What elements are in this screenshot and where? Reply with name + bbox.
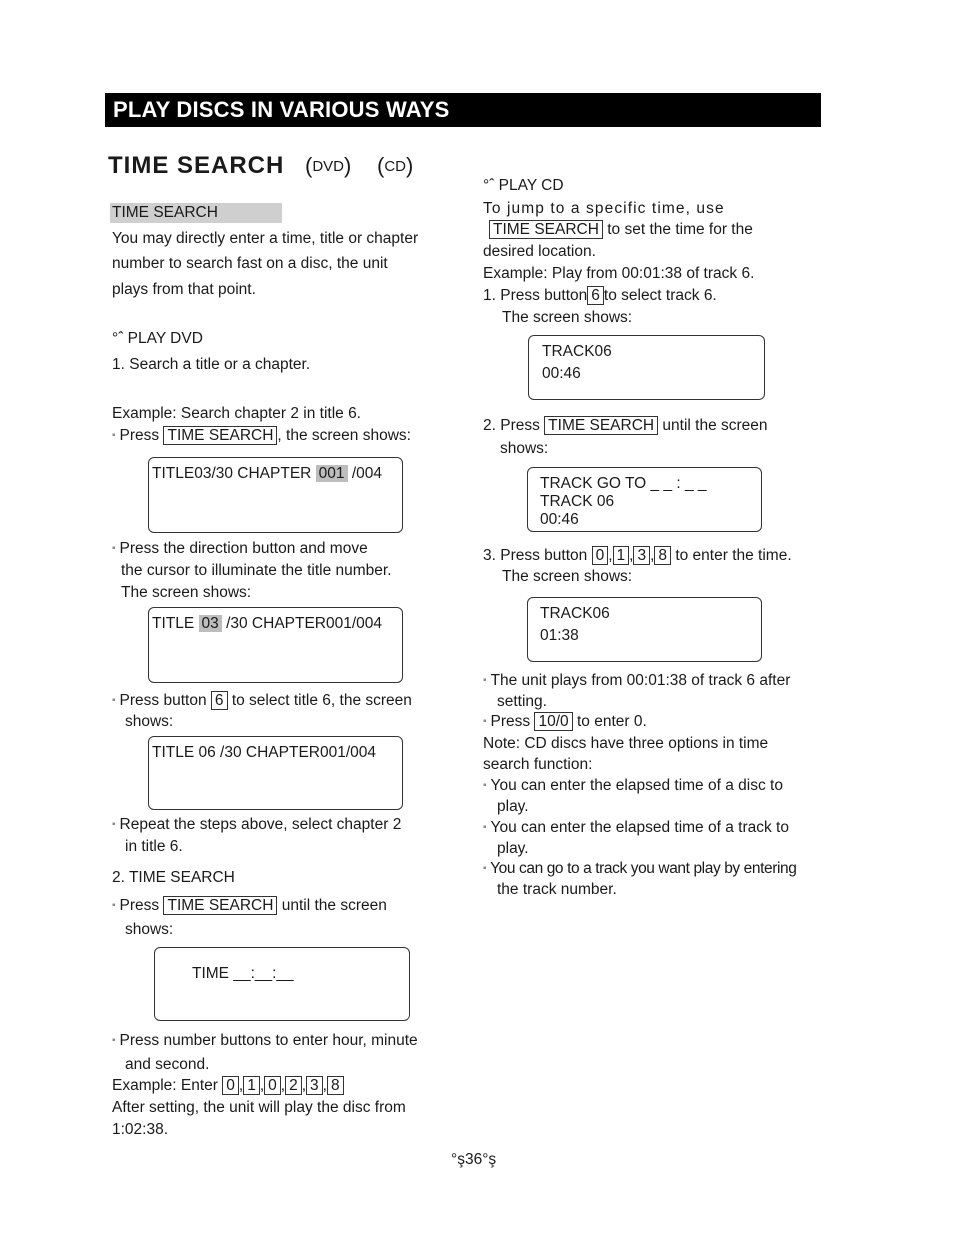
option-3-line-1: ▪ You can go to a track you want play by entering [483, 860, 797, 877]
option-1-line-1: ▪ You can enter the elapsed time of a disc to [483, 777, 783, 794]
key-1: 1 [613, 546, 630, 565]
shows-label: The screen shows: [502, 568, 633, 585]
bullet-icon: ▪ [112, 1035, 116, 1046]
play-dvd-heading: °ˆ PLAY DVD [112, 330, 203, 347]
cd-desired-location: desired location. [483, 243, 596, 260]
press-time-search-instruction: ▪ Press TIME SEARCH , the screen shows: [112, 427, 411, 444]
screen-display-3: TITLE 06 /30 CHAPTER001/004 [148, 736, 403, 810]
bullet-icon: ▪ [483, 863, 487, 874]
screen-display-1: TITLE03/30 CHAPTER 001 /004 [148, 457, 403, 533]
repeat-line-2: in title 6. [125, 838, 183, 855]
plays-line-2: setting. [497, 693, 547, 710]
dvd-step-1: 1. Search a title or a chapter. [112, 356, 311, 373]
direction-line-2: the cursor to illuminate the title number. [121, 562, 392, 579]
direction-line-3: The screen shows: [121, 584, 252, 601]
bullet-icon: ▪ [483, 716, 487, 727]
option-1-line-2: play. [497, 798, 529, 815]
bullet-icon: ▪ [483, 780, 487, 791]
bullet-icon: ▪ [483, 822, 487, 833]
highlight-title: 03 [199, 615, 222, 632]
shows-label: shows: [125, 713, 174, 730]
after-line-1: After setting, the unit will play the disc from [112, 1099, 406, 1116]
shows-label: shows: [125, 921, 174, 938]
cd-screen-1: TRACK06 00:46 [528, 335, 765, 400]
bullet-icon: ▪ [112, 543, 116, 554]
time-search-key: TIME SEARCH [489, 220, 603, 239]
key-3: 3 [633, 546, 650, 565]
bullet-icon: ▪ [483, 675, 487, 686]
key-8: 8 [654, 546, 671, 565]
key-0: 0 [592, 546, 609, 565]
option-3-line-2: the track number. [497, 881, 617, 898]
key-3: 3 [306, 1076, 323, 1095]
direction-line-1: ▪ Press the direction button and move [112, 540, 368, 557]
cd-screen-3: TRACK06 01:38 [527, 597, 762, 662]
key-6: 6 [211, 691, 228, 710]
dvd-example: Example: Search chapter 2 in title 6. [112, 405, 361, 422]
shows-label: The screen shows: [502, 309, 633, 326]
shows-label: shows: [500, 440, 549, 457]
number-buttons-line-1: ▪ Press number buttons to enter hour, minute [112, 1032, 418, 1049]
intro-line-1: You may directly enter a time, title or chapter [112, 230, 419, 247]
option-2-line-1: ▪ You can enter the elapsed time of a track to [483, 819, 789, 836]
screen-display-time: TIME __:__:__ [154, 947, 410, 1021]
cd-example: Example: Play from 00:01:38 of track 6. [483, 265, 755, 282]
note-line-1: Note: CD discs have three options in time [483, 735, 769, 752]
time-search-key: TIME SEARCH [544, 416, 658, 435]
number-buttons-line-2: and second. [125, 1056, 210, 1073]
bullet-icon: ▪ [112, 430, 116, 441]
screen-display-2: TITLE 03 /30 CHAPTER001/004 [148, 607, 403, 683]
repeat-line-1: ▪ Repeat the steps above, select chapter 2 [112, 816, 402, 833]
key-8: 8 [327, 1076, 344, 1095]
after-line-2: 1:02:38. [112, 1121, 169, 1138]
time-search-tag: TIME SEARCH [110, 203, 282, 223]
press-6-instruction: ▪ Press button 6 to select title 6, the screen [112, 692, 412, 709]
cd-jump-line: To jump to a specific time, use [483, 200, 725, 217]
option-2-line-2: play. [497, 840, 529, 857]
bullet-icon: ▪ [112, 900, 116, 911]
key-6: 6 [587, 286, 604, 305]
bullet-icon: ▪ [112, 819, 116, 830]
plays-line-1: ▪ The unit plays from 00:01:38 of track 6 after [483, 672, 791, 689]
dvd-logo: (DVD) [305, 153, 352, 178]
note-line-2: search function: [483, 756, 593, 773]
cd-screen-2: TRACK GO TO _ _ : _ _ TRACK 06 00:46 [527, 467, 762, 532]
intro-line-2: number to search fast on a disc, the unit [112, 255, 388, 272]
press-time-search-2: ▪ Press TIME SEARCH until the screen [112, 897, 387, 914]
bullet-icon: ▪ [112, 695, 116, 706]
cd-jump-key-line: TIME SEARCH to set the time for the [489, 221, 753, 239]
time-search-key: TIME SEARCH [163, 896, 277, 915]
key-1: 1 [243, 1076, 260, 1095]
highlight-chapter: 001 [316, 465, 348, 482]
key-0: 0 [222, 1076, 239, 1095]
dvd-step-2: 2. TIME SEARCH [112, 869, 235, 886]
intro-line-3: plays from that point. [112, 281, 256, 298]
cd-logo: (CD) [377, 153, 414, 178]
page-number: °ş36°ş [451, 1151, 497, 1168]
cd-step-3: 3. Press button 0 , 1 , 3 , 8 to enter the time. [483, 547, 792, 564]
cd-step-2: 2. Press TIME SEARCH until the screen [483, 417, 768, 434]
page-title: TIME SEARCH [108, 152, 285, 179]
time-search-key: TIME SEARCH [163, 426, 277, 445]
section-banner: PLAY DISCS IN VARIOUS WAYS [105, 93, 821, 127]
enter-example: Example: Enter 0 , 1 , 0 , 2 , 3 , 8 [112, 1077, 344, 1095]
play-cd-heading: °ˆ PLAY CD [483, 177, 564, 194]
press-10-instruction: ▪ Press 10/0 to enter 0. [483, 713, 647, 730]
key-10-0: 10/0 [534, 712, 572, 731]
key-2: 2 [285, 1076, 302, 1095]
key-0: 0 [264, 1076, 281, 1095]
cd-step-1: 1. Press button 6 to select track 6. [483, 287, 717, 304]
